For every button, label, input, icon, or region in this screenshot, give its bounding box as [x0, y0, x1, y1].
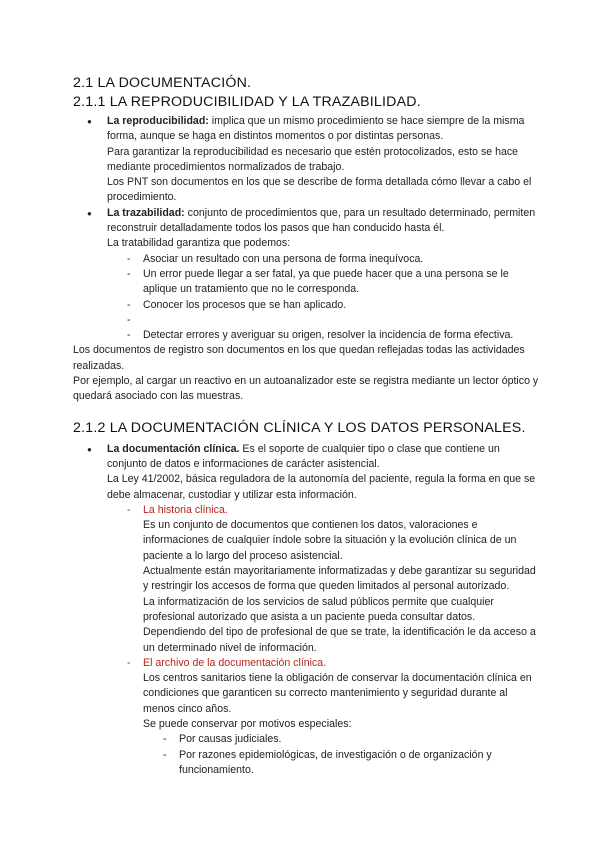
subheading-historia-clinica: - La historia clínica. [143, 503, 228, 516]
heading-section-2: 2.1.2 LA DOCUMENTACIÓN CLÍNICA Y LOS DATOS PERSONALES. [73, 419, 526, 436]
paragraph [107, 442, 540, 473]
bullet-reproducibilidad [73, 114, 540, 206]
paragraph [107, 114, 540, 145]
paragraph: Los centros sanitarios tiene la obligación de conservar la documentación clínica en condiciones que garanticen su correcto mantenimiento y seguridad durante al menos cinco años. [143, 672, 532, 715]
list-item [107, 313, 540, 328]
list-item-historia-clinica [107, 503, 540, 656]
bullet-list-section-1 [73, 114, 540, 343]
list-item: - Asociar un resultado con una persona de forma inequívoca. [107, 252, 540, 267]
dash-list-trazabilidad [107, 252, 540, 344]
subheading-archivo: - El archivo de la documentación clínica. [143, 656, 327, 669]
paragraph-ejemplo: Por ejemplo, al cargar un reactivo en un autoanalizador este se registra mediante un lector óptico y quedará asociado con las muestras. [73, 375, 539, 403]
text: implica que un mismo procedimiento se hace siempre de la misma forma, aunque se haga en distintos momentos o por distintas personas. [107, 115, 525, 143]
list-item: - Conocer los procesos que se han aplicado. [107, 298, 540, 313]
heading-section-1: 2.1.1 LA REPRODUCIBILIDAD Y LA TRAZABILIDAD. [73, 94, 421, 110]
list-item: - Un error puede llegar a ser fatal, ya que puede hacer que a una persona se le aplique un tratamiento que no le corresponda. [107, 267, 540, 298]
paragraph: Actualmente están mayoritariamente informatizadas y debe garantizar su seguridad y restringir los accesos de forma que queden limitados al personal autorizado. [143, 565, 536, 593]
paragraph: Se puede conservar por motivos especiales: [143, 717, 352, 730]
term-bold: La documentación clínica. [107, 442, 240, 455]
dash-list-motivos [143, 732, 540, 778]
text: conjunto de procedimientos que, para un resultado determinado, permiten reconstruir detalladamente todos los pasos que han conducido hasta él. [107, 206, 536, 235]
paragraph: La Ley 41/2002, básica reguladora de la autonomía del paciente, regula la forma en que se debe almacenar, custodiar y utilizar esta información. [107, 473, 536, 501]
paragraph: Para garantizar la reproducibilidad es necesario que estén protocolizados, esto se hace mediante procedimientos normalizados de trabajo. [107, 145, 519, 173]
paragraph-registro: Los documentos de registro son documentos en los que quedan reflejadas todas las actividades realizadas. [73, 344, 525, 372]
term-bold: La trazabilidad: [107, 206, 185, 219]
list-item: - Detectar errores y averiguar su origen, resolver la incidencia de forma efectiva. [107, 328, 540, 343]
paragraph: La informatización de los servicios de salud públicos permite que cualquier profesional autorizado que asista a un paciente pueda consultar datos. [143, 595, 494, 623]
list-item-archivo [107, 656, 540, 778]
paragraph: Los PNT son documentos en los que se describe de forma detallada cómo llevar a cabo el procedimiento. [107, 176, 532, 204]
paragraph [107, 206, 540, 237]
paragraph: Es un conjunto de documentos que contienen los datos, valoraciones e informaciones de cualquier índole sobre la situación y la evolución clínica de un paciente a lo largo del proceso asistencial. [143, 519, 517, 562]
list-item: - Por razones epidemiológicas, de investigación o de organización y funcionamiento. [143, 748, 540, 779]
bullet-list-section-2 [73, 442, 540, 779]
dash-list-section-2 [107, 503, 540, 778]
paragraph: La tratabilidad garantiza que podemos: [107, 237, 291, 250]
paragraph: Dependiendo del tipo de profesional de que se trate, la identificación le da acceso a un determinado nivel de información. [143, 626, 536, 654]
bullet-trazabilidad [73, 206, 540, 344]
list-item: - Por causas judiciales. [143, 732, 540, 747]
text: Es el soporte de cualquier tipo o clase que contiene un conjunto de datos e informaciones de carácter asistencial. [107, 442, 500, 470]
term-bold: La reproducibilidad: [107, 115, 209, 127]
heading-main: 2.1 LA DOCUMENTACIÓN. [73, 75, 252, 91]
bullet-documentacion-clinica [73, 442, 540, 779]
